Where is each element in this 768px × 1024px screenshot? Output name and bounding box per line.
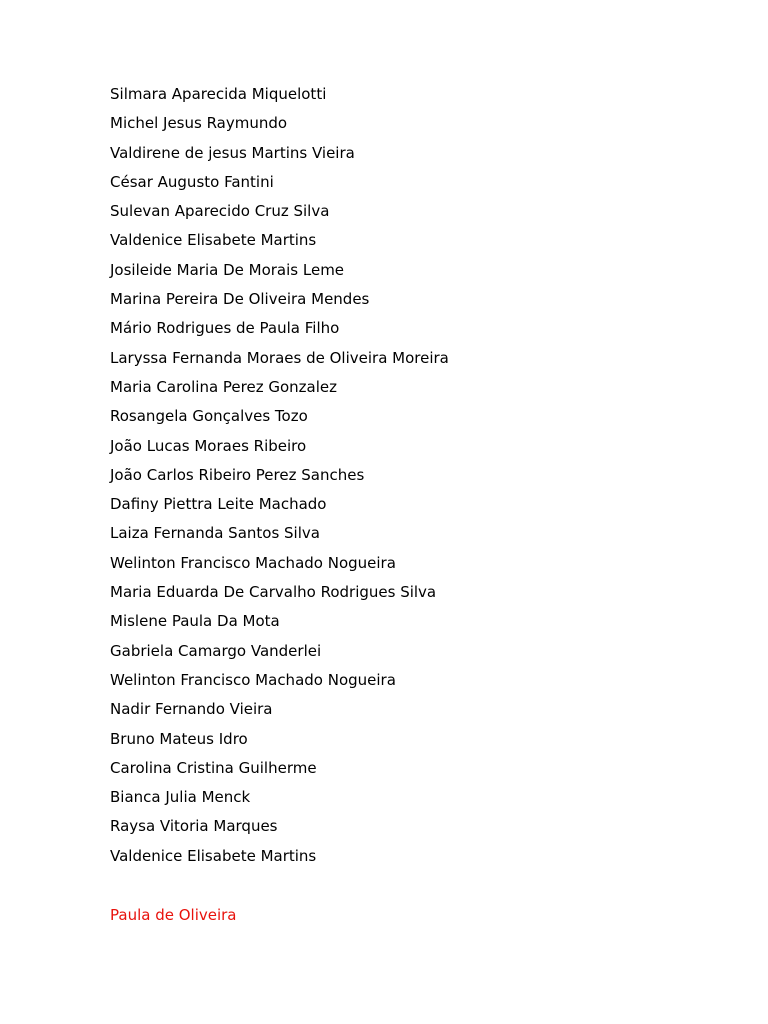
name-item: Laryssa Fernanda Moraes de Oliveira Moreira (110, 348, 449, 367)
name-item: Mário Rodrigues de Paula Filho (110, 319, 340, 338)
name-item: Valdenice Elisabete Martins (110, 231, 317, 250)
name-item: Bruno Mateus Idro (110, 729, 248, 748)
name-list (110, 84, 730, 875)
name-item: Rosangela Gonçalves Tozo (110, 407, 308, 426)
name-item: César Augusto Fantini (110, 172, 274, 191)
name-item: Marina Pereira De Oliveira Mendes (110, 290, 370, 309)
name-item: Welinton Francisco Machado Nogueira (110, 553, 396, 572)
name-item: Bianca Julia Menck (110, 788, 251, 807)
name-item: Raysa Vitoria Marques (110, 817, 278, 836)
name-item: Josileide Maria De Morais Leme (110, 260, 345, 279)
highlighted-name: Paula de Oliveira (110, 906, 237, 925)
name-item: Sulevan Aparecido Cruz Silva (110, 202, 330, 221)
name-item: Welinton Francisco Machado Nogueira (110, 670, 396, 689)
name-item: Maria Carolina Perez Gonzalez (110, 377, 337, 396)
name-item: João Carlos Ribeiro Perez Sanches (110, 465, 365, 484)
name-item: Michel Jesus Raymundo (110, 114, 288, 133)
name-item: Gabriela Camargo Vanderlei (110, 641, 322, 660)
name-item: João Lucas Moraes Ribeiro (110, 436, 307, 455)
document-page (110, 84, 730, 925)
name-item: Dafiny Piettra Leite Machado (110, 495, 327, 514)
name-item: Silmara Aparecida Miquelotti (110, 85, 327, 103)
name-item: Valdenice Elisabete Martins (110, 846, 317, 865)
name-item: Carolina Cristina Guilherme (110, 758, 317, 777)
name-item: Laiza Fernanda Santos Silva (110, 524, 320, 543)
name-item: Valdirene de jesus Martins Vieira (110, 143, 355, 162)
name-item: Maria Eduarda De Carvalho Rodrigues Silva (110, 583, 437, 602)
name-item: Nadir Fernando Vieira (110, 700, 273, 719)
name-item: Mislene Paula Da Mota (110, 612, 280, 631)
